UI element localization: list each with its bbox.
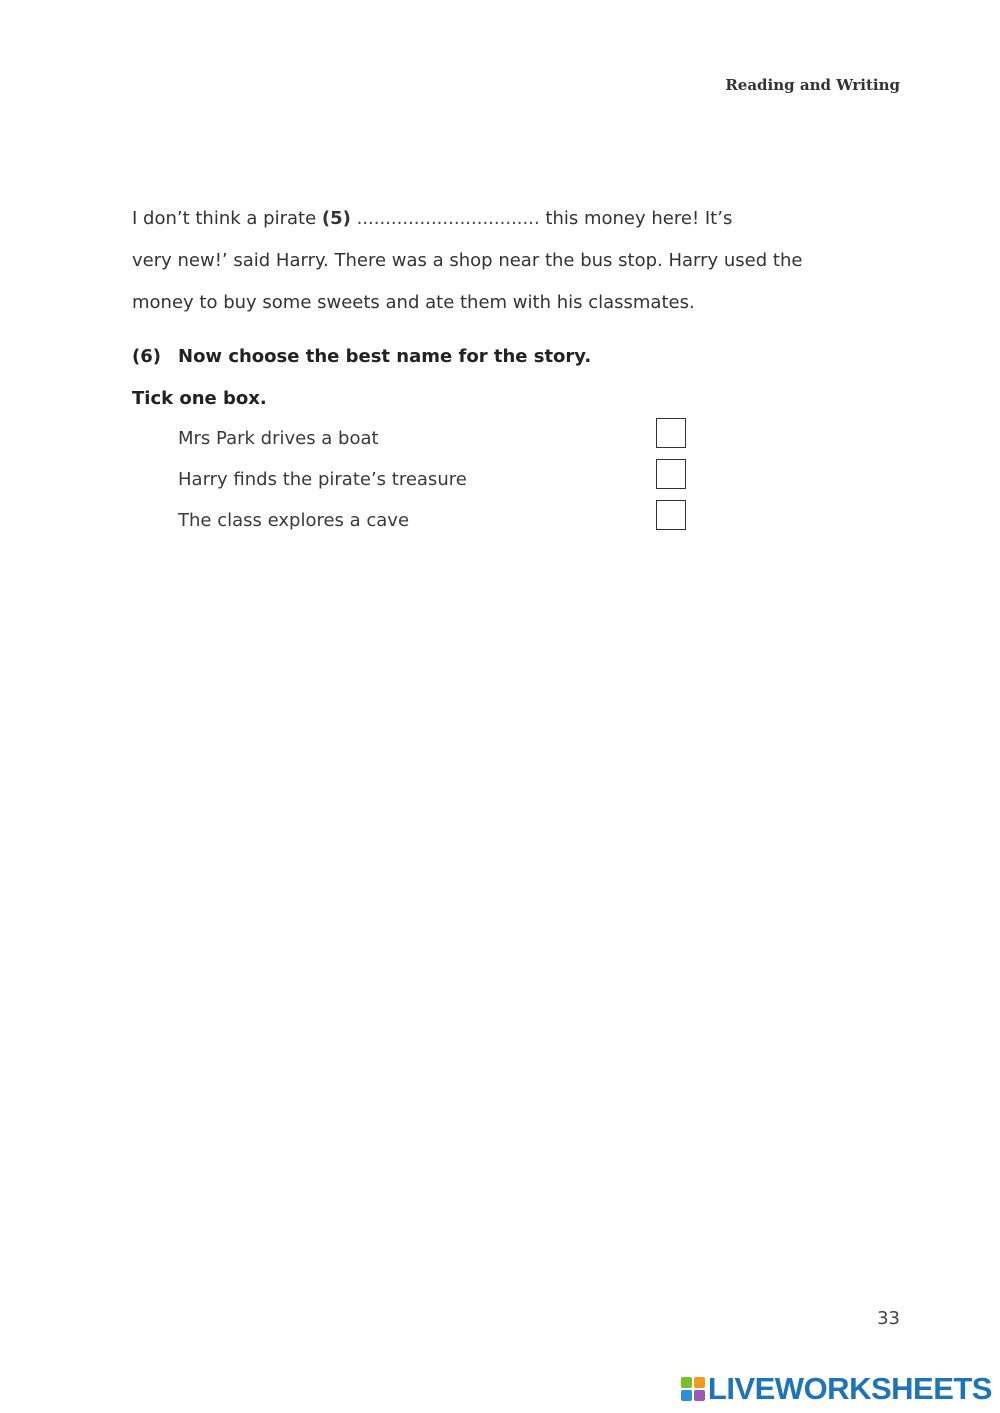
story-passage: [132, 198, 852, 324]
blank-number: (5): [321, 208, 351, 229]
liveworksheets-logo-icon: [681, 1377, 705, 1401]
question-prompt: Now choose the best name for the story.: [178, 346, 592, 367]
tick-box[interactable]: [656, 418, 686, 448]
passage-text: I don’t think a pirate: [132, 208, 322, 229]
question-number: (6): [132, 346, 161, 367]
answer-options: [178, 418, 698, 541]
option-row: [178, 500, 698, 541]
liveworksheets-brand: [681, 1371, 992, 1407]
passage-line-1: [132, 198, 852, 240]
option-row: [178, 459, 698, 500]
option-label: Harry finds the pirate’s treasure: [178, 469, 467, 490]
option-label: The class explores a cave: [178, 510, 410, 531]
passage-text: this money here! It’s: [545, 208, 733, 229]
answer-blank[interactable]: ................................: [350, 208, 546, 229]
tick-box[interactable]: [656, 459, 686, 489]
passage-line-2: very new!’ said Harry. There was a shop near the bus stop. Harry used the: [132, 250, 803, 271]
question-heading: [132, 346, 591, 367]
page-number: 33: [877, 1308, 900, 1329]
option-label: Mrs Park drives a boat: [178, 428, 379, 449]
tick-box[interactable]: [656, 500, 686, 530]
question-instruction: Tick one box.: [132, 388, 267, 409]
option-row: [178, 418, 698, 459]
passage-line-3: money to buy some sweets and ate them with his classmates.: [132, 292, 695, 313]
section-header: Reading and Writing: [725, 76, 900, 94]
brand-name: LIVEWORKSHEETS: [707, 1371, 992, 1406]
